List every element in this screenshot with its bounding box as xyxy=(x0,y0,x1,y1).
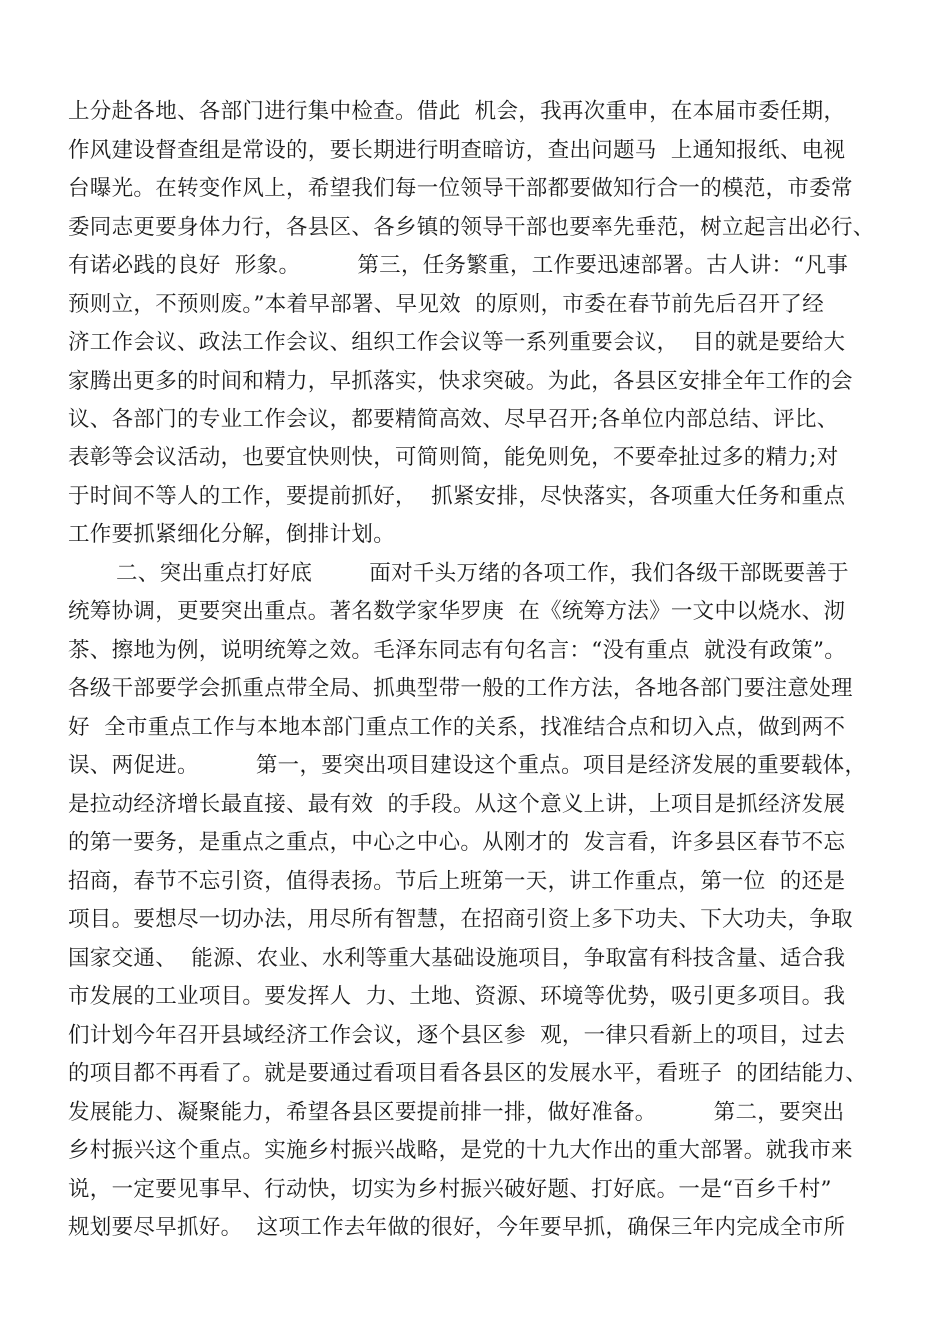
text-line: 乡村振兴这个重点。实施乡村振兴战略，是党的十九大作出的重大部署。就我市来 xyxy=(68,1138,853,1163)
text-line: 济工作会议、政法工作会议、组织工作会议等一系列重要会议， 目的就是要给大 xyxy=(68,330,846,355)
text-line: 规划要尽早抓好。 这项工作去年做的很好，今年要早抓，确保三年内完成全市所 xyxy=(68,1215,846,1240)
text-line: 说，一定要见事早、行动快，切实为乡村振兴破好题、打好底。一是“百乡千村” xyxy=(68,1177,832,1202)
text-line: 统筹协调，更要突出重点。著名数学家华罗庚 在《统筹方法》一文中以烧水、沏 xyxy=(68,599,846,624)
text-line: 有诺必践的良好 形象。 第三，任务繁重，工作要迅速部署。古人讲：“凡事 xyxy=(68,253,849,278)
text-line: 好 全市重点工作与本地本部门重点工作的关系，找准结合点和切入点，做到两不 xyxy=(68,715,846,740)
text-line: 们计划今年召开县域经济工作会议，逐个县区参 观，一律只看新上的项目，过去 xyxy=(68,1023,846,1048)
text-line: 委同志更要身体力行，各县区、各乡镇的领导干部也要率先垂范，树立起言出必行、 xyxy=(68,215,875,240)
text-line: 茶、擦地为例，说明统筹之效。毛泽东同志有句名言：“没有重点 就没有政策”。 xyxy=(68,638,847,663)
text-line: 项目。要想尽一切办法，用尽所有智慧，在招商引资上多下功夫、下大功夫，争取 xyxy=(68,907,853,932)
section-heading-line: 二、突出重点打好底 面对千头万绪的各项工作，我们各级干部既要善于 xyxy=(116,561,849,586)
text-line: 作风建设督查组是常设的，要长期进行明查暗访，查出问题马 上通知报纸、电视 xyxy=(68,138,846,163)
text-line: 的项目都不再看了。就是要通过看项目看各县区的发展水平，看班子 的团结能力、 xyxy=(68,1061,868,1086)
text-line: 国家交通、 能源、农业、水利等重大基础设施项目，争取富有科技含量、适合我 xyxy=(68,946,846,971)
text-line: 的第一要务，是重点之重点，中心之中心。从刚才的 发言看，许多县区春节不忘 xyxy=(68,830,846,855)
text-line: 市发展的工业项目。要发挥人 力、土地、资源、环境等优势，吸引更多项目。我 xyxy=(68,984,846,1009)
text-line: 是拉动经济增长最直接、最有效 的手段。从这个意义上讲，上项目是抓经济发展 xyxy=(68,792,846,817)
text-line: 招商，春节不忘引资，值得表扬。节后上班第一天，讲工作重点，第一位 的还是 xyxy=(68,869,846,894)
text-line: 于时间不等人的工作，要提前抓好， 抓紧安排，尽快落实，各项重大任务和重点 xyxy=(68,484,846,509)
text-line: 发展能力、凝聚能力，希望各县区要提前排一排，做好准备。 第二，要突出 xyxy=(68,1100,845,1125)
text-line: 误、两促进。 第一，要突出项目建设这个重点。项目是经济发展的重要载体， xyxy=(68,753,867,778)
text-line: 表彰等会议活动，也要宜快则快，可简则简，能免则免，不要牵扯过多的精力;对 xyxy=(68,445,839,470)
text-line: 家腾出更多的时间和精力，早抓落实，快求突破。为此，各县区安排全年工作的会 xyxy=(68,369,853,394)
text-line: 各级干部要学会抓重点带全局、抓典型带一般的工作方法，各地各部门要注意处理 xyxy=(68,676,853,701)
text-line: 上分赴各地、各部门进行集中检查。借此 机会，我再次重申，在本届市委任期， xyxy=(68,99,846,124)
text-line: 预则立，不预则废。”本着早部署、早见效 的原则，市委在春节前先后召开了经 xyxy=(68,292,825,317)
text-line: 工作要抓紧细化分解，倒排计划。 xyxy=(68,522,396,547)
text-line: 议、各部门的专业工作会议，都要精简高效、尽早召开;各单位内部总结、评比、 xyxy=(68,407,839,432)
text-line: 台曝光。在转变作风上，希望我们每一位领导干部都要做知行合一的模范，市委常 xyxy=(68,176,853,201)
